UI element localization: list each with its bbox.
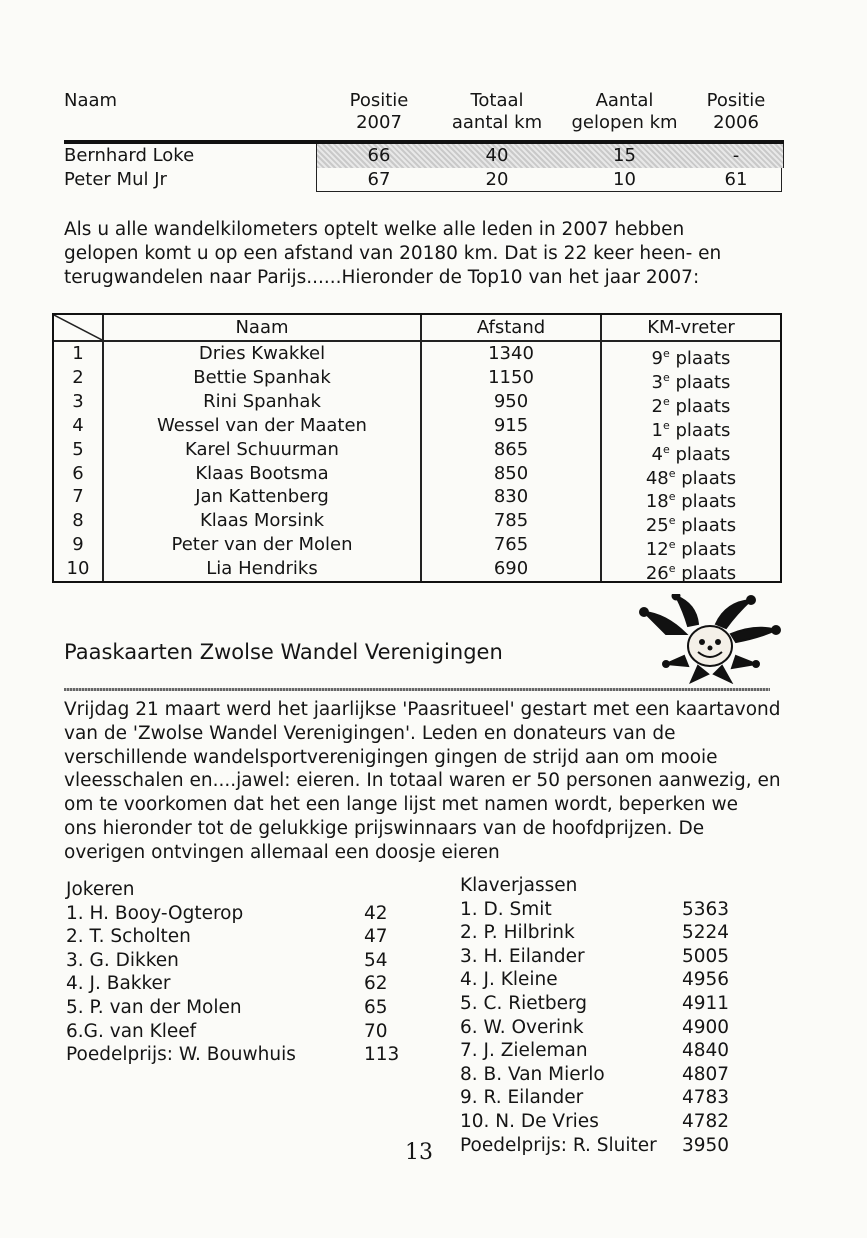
list-item <box>460 1134 760 1158</box>
table-row <box>54 342 780 369</box>
row-distance: 830 <box>493 486 529 508</box>
table-row <box>54 485 780 513</box>
list-item <box>460 921 760 945</box>
klaverjassen-results <box>460 874 760 1157</box>
result-name: Poedelprijs: W. Bouwhuis <box>66 1044 296 1066</box>
result-name: 2. P. Hilbrink <box>460 922 575 944</box>
place-suffix-sup: e <box>668 466 676 480</box>
place-number: 2 <box>651 395 663 417</box>
result-name: 4. J. Bakker <box>66 973 171 995</box>
place-number: 12 <box>645 539 669 561</box>
table-row <box>54 366 780 393</box>
place-number: 48 <box>645 467 669 489</box>
place-word: plaats <box>669 419 731 441</box>
paragraph-line: overigen ontvingen allemaal een doosje eieren <box>64 841 500 863</box>
result-name: 6. W. Overink <box>460 1016 584 1038</box>
row-distance: 690 <box>493 558 529 580</box>
row-walked-km: 10 <box>613 169 636 190</box>
header-text: 2007 <box>356 112 402 133</box>
result-score: 5363 <box>682 898 730 920</box>
row-name: Klaas Morsink <box>199 510 325 532</box>
result-name: 1. H. Booy-Ogterop <box>66 902 244 924</box>
place-word: plaats <box>675 515 737 537</box>
row-rank: 8 <box>72 510 84 532</box>
place-suffix-sup: e <box>668 514 676 528</box>
jester-icon <box>636 594 786 684</box>
row-distance: 850 <box>493 462 529 484</box>
row-distance: 765 <box>493 534 529 556</box>
paragraph-line: verschillende wandelsportverenigingen gingen de strijd aan om mooie <box>64 746 718 768</box>
place-word: plaats <box>669 443 731 465</box>
result-score: 5005 <box>682 945 730 967</box>
paragraph-line: ons hieronder tot de gelukkige prijswinnaars van de hoofdprijzen. De <box>64 817 705 839</box>
paragraph-line: gelopen komt u op een afstand van 20180 km. Dat is 22 keer heen- en <box>64 243 722 264</box>
list-item <box>460 1110 760 1134</box>
result-name: 2. T. Scholten <box>66 926 191 948</box>
list-item <box>66 1020 416 1044</box>
result-score: 47 <box>364 926 388 948</box>
result-name: 5. C. Rietberg <box>460 992 587 1014</box>
row-pos-2006: 61 <box>724 169 748 190</box>
header-totaal-km <box>442 90 552 134</box>
header-gelopen-km <box>562 90 687 134</box>
paragraph-line: vleesschalen en....jawel: eieren. In totaal waren er 50 personen aanwezig, en <box>64 770 781 792</box>
place-number: 18 <box>645 491 669 513</box>
header-positie-2007 <box>334 90 424 134</box>
table-row <box>54 438 780 465</box>
result-score: 4840 <box>682 1040 730 1062</box>
paragraph-line: van de 'Zwolse Wandel Verenigingen'. Leden en donateurs van de <box>64 722 676 744</box>
row-pos-2006: - <box>732 145 740 166</box>
list-item <box>460 1039 760 1063</box>
row-distance: 915 <box>493 414 529 436</box>
header-text: Aantal <box>595 90 654 111</box>
row-total-km: 20 <box>485 169 509 190</box>
result-score: 4782 <box>682 1110 730 1132</box>
list-item <box>460 945 760 969</box>
top10-table <box>52 313 782 583</box>
jokeren-results <box>66 878 416 1067</box>
place-suffix-sup: e <box>668 538 676 552</box>
list-item <box>66 902 416 926</box>
row-rank: 6 <box>72 462 84 484</box>
result-score: 4783 <box>682 1087 730 1109</box>
paragraph-line: Als u alle wandelkilometers optelt welke alle leden in 2007 hebben <box>64 219 685 240</box>
row-name: Klaas Bootsma <box>195 462 329 484</box>
result-name: 10. N. De Vries <box>460 1110 599 1132</box>
place-number: 4 <box>651 443 663 465</box>
list-item <box>66 972 416 996</box>
header-text: gelopen km <box>571 112 678 133</box>
result-score: 62 <box>364 973 388 995</box>
place-word: plaats <box>675 491 737 513</box>
row-distance: 1150 <box>488 366 534 388</box>
result-name: 1. D. Smit <box>460 898 552 920</box>
place-number: 25 <box>645 515 669 537</box>
list-item <box>66 1043 416 1067</box>
place-word: plaats <box>669 395 731 417</box>
header-text: Totaal <box>470 90 524 111</box>
header-naam <box>64 90 184 112</box>
member-km-table-header <box>64 90 784 140</box>
result-name: 3. H. Eilander <box>460 945 585 967</box>
klaverjassen-rows <box>460 898 760 1158</box>
result-name: 3. G. Dikken <box>66 949 179 971</box>
place-number: 26 <box>645 563 669 585</box>
row-name: Peter van der Molen <box>171 534 353 556</box>
row-name: Jan Kattenberg <box>195 486 329 508</box>
place-word: plaats <box>669 371 731 393</box>
result-score: 42 <box>364 902 388 924</box>
table-row <box>64 144 784 168</box>
row-distance: 865 <box>493 438 529 460</box>
header-text: aantal km <box>451 112 543 133</box>
member-km-table <box>64 90 784 190</box>
row-rank: 1 <box>72 343 84 364</box>
header-text: Naam <box>64 90 118 111</box>
header-text: Positie <box>706 90 766 111</box>
place-suffix-sup: e <box>663 442 670 456</box>
table-row <box>54 462 780 489</box>
result-score: 5224 <box>682 922 730 944</box>
header-afstand: Afstand <box>476 317 546 338</box>
place-word: plaats <box>675 563 737 585</box>
place-word: plaats <box>669 348 731 369</box>
list-item <box>460 1063 760 1087</box>
result-score: 65 <box>364 996 388 1018</box>
list-item <box>66 996 416 1020</box>
list-item <box>460 992 760 1016</box>
row-walked-km: 15 <box>613 145 636 166</box>
row-rank: 3 <box>72 390 84 412</box>
row-rank: 4 <box>72 414 84 436</box>
list-item <box>460 1016 760 1040</box>
row-rank: 9 <box>72 534 84 556</box>
intro-paragraph <box>64 218 721 290</box>
klaverjassen-title: Klaverjassen <box>460 875 578 896</box>
header-km-vreter: KM-vreter <box>647 317 735 338</box>
row-rank: 2 <box>72 366 84 388</box>
list-item <box>66 925 416 949</box>
header-naam: Naam <box>235 317 289 338</box>
row-pos-2007: 66 <box>367 145 391 166</box>
place-number: 1 <box>651 419 663 441</box>
place-number: 9 <box>651 348 663 369</box>
row-distance: 1340 <box>488 343 534 364</box>
place-suffix-sup: e <box>668 490 676 504</box>
header-text: Positie <box>349 90 409 111</box>
place-suffix-sup: e <box>668 562 676 576</box>
result-name: 7. J. Zieleman <box>460 1040 588 1062</box>
result-score: 4900 <box>682 1016 730 1038</box>
result-name: 8. B. Van Mierlo <box>460 1063 605 1085</box>
result-score: 3950 <box>682 1134 730 1156</box>
result-score: 113 <box>364 1044 400 1066</box>
place-word: plaats <box>675 467 737 489</box>
row-rank: 5 <box>72 438 84 460</box>
table-row <box>54 509 780 537</box>
paragraph-line: Vrijdag 21 maart werd het jaarlijkse 'Paasritueel' gestart met een kaartavond <box>64 699 781 720</box>
result-name: 6.G. van Kleef <box>66 1020 197 1042</box>
result-name: 4. J. Kleine <box>460 969 558 991</box>
row-rank: 10 <box>66 558 90 580</box>
table-row <box>54 557 780 585</box>
row-name: Karel Schuurman <box>185 438 339 460</box>
table-row <box>64 168 784 192</box>
row-km-vreter <box>602 557 780 586</box>
place-suffix-sup: e <box>663 394 670 408</box>
row-name: Bernhard Loke <box>64 145 195 166</box>
header-text: 2006 <box>713 112 759 133</box>
place-suffix-sup: e <box>663 347 670 360</box>
jokeren-rows <box>66 902 416 1067</box>
result-score: 70 <box>364 1020 388 1042</box>
list-item <box>66 949 416 973</box>
table-row <box>54 533 780 561</box>
place-word: plaats <box>675 539 737 561</box>
table-row <box>54 390 780 417</box>
list-item <box>460 898 760 922</box>
header-positie-2006 <box>692 90 780 134</box>
row-distance: 950 <box>493 390 529 412</box>
paragraph-line: om te voorkomen dat het een lange lijst met namen wordt, beperken we <box>64 794 739 816</box>
place-suffix-sup: e <box>663 370 670 384</box>
row-name: Bettie Spanhak <box>193 366 331 388</box>
list-item <box>460 968 760 992</box>
section-paragraph <box>64 698 781 865</box>
result-name: 5. P. van der Molen <box>66 996 242 1018</box>
row-name: Dries Kwakkel <box>198 343 326 364</box>
place-suffix-sup: e <box>663 418 670 432</box>
row-total-km: 40 <box>485 145 509 166</box>
row-name: Lia Hendriks <box>206 558 318 580</box>
row-pos-2007: 67 <box>367 169 391 190</box>
result-name: 9. R. Eilander <box>460 1087 584 1109</box>
section-divider <box>64 688 770 691</box>
result-score: 54 <box>364 949 388 971</box>
top10-header-row <box>54 316 780 340</box>
row-name: Rini Spanhak <box>203 390 321 412</box>
row-rank: 7 <box>72 486 84 508</box>
paragraph-line: terugwandelen naar Parijs......Hieronder de Top10 van het jaar 2007: <box>64 267 700 288</box>
place-number: 3 <box>651 371 663 393</box>
list-item <box>460 1086 760 1110</box>
result-score: 4956 <box>682 969 730 991</box>
row-distance: 785 <box>493 510 529 532</box>
section-title: Paaskaarten Zwolse Wandel Verenigingen <box>64 640 503 664</box>
row-name: Wessel van der Maaten <box>157 414 367 436</box>
result-score: 4911 <box>682 992 730 1014</box>
page-number: 13 <box>405 1140 433 1165</box>
table-row <box>54 414 780 441</box>
row-name: Peter Mul Jr <box>64 169 167 190</box>
jokeren-title: Jokeren <box>66 879 135 900</box>
result-name: Poedelprijs: R. Sluiter <box>460 1134 657 1156</box>
result-score: 4807 <box>682 1063 730 1085</box>
